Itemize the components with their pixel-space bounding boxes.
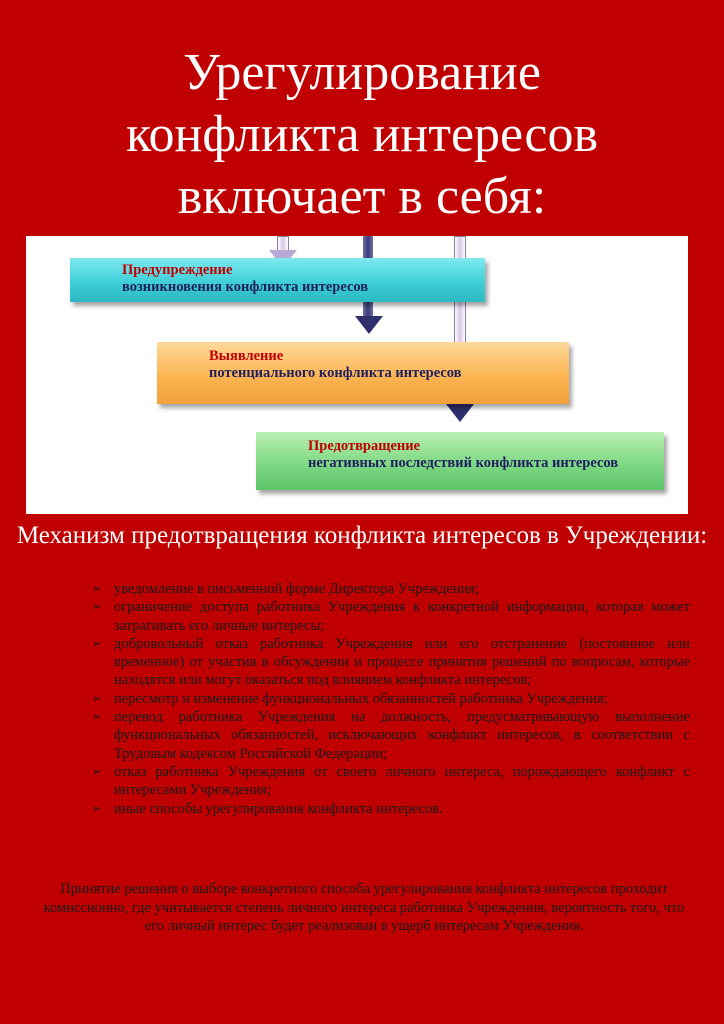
box-head: Выявление (209, 348, 284, 364)
box-body: возникновения конфликта интересов (122, 279, 369, 295)
box-head: Предупреждение (122, 262, 233, 278)
list-item-text: добровольный отказ работника Учреждения или его отстранение (постоянное или временное) от участия в обсуждении и процессе принятия решений по вопросам, которые находятся или могут оказаться под влиянием конфликта интересов; (114, 635, 690, 689)
diagram-box-detection (157, 342, 569, 404)
title-line-2: конфликта интересов (125, 106, 599, 163)
list-item (92, 598, 690, 635)
list-item-text: уведомление в письменной форме Директора Учреждения; (114, 581, 479, 597)
page-title (0, 42, 724, 228)
title-line-1: Урегулирование (183, 44, 541, 101)
list-item (92, 580, 690, 598)
bullet-arrow-icon: ➢ (92, 692, 102, 705)
bullet-arrow-icon: ➢ (92, 711, 102, 724)
list-item (92, 800, 690, 818)
title-line-3: включает в себя: (177, 168, 547, 225)
list-item-text: отказ работника Учреждения от своего личного интереса, порождающего конфликт с интересами Учреждения; (114, 763, 690, 799)
conclusion-paragraph: Принятие решения о выборе конкретного способа урегулирования конфликта интересов проходит комиссионно, где учитывается степень личного интереса работника Учреждения, вероятность того, что его личный интерес будет реализован в ущерб интересам Учреждения. (43, 881, 685, 934)
list-item (92, 690, 690, 708)
box-body: потенциального конфликта интересов (209, 365, 462, 381)
bullet-arrow-icon: ➢ (92, 765, 102, 778)
bullet-arrow-icon: ➢ (92, 601, 102, 614)
arrow-head-long (446, 404, 474, 422)
bullet-arrow-icon: ➢ (92, 637, 102, 650)
diagram-box-prevention (70, 258, 485, 302)
list-item-text: иные способы урегулирования конфликта интересов. (114, 800, 443, 817)
box-head: Предотвращение (308, 438, 421, 454)
box-body: негативных последствий конфликта интересов (308, 455, 619, 471)
list-item (92, 635, 690, 690)
list-item (92, 708, 690, 763)
mechanism-subtitle: Механизм предотвращения конфликта интересов в Учреждении: (16, 522, 708, 549)
list-item (92, 763, 690, 800)
list-item-text: ограничение доступа работника Учреждения к конкретной информации, которая может затрагивать его личные интересы; (114, 599, 690, 634)
arrow-head-middle (355, 316, 383, 334)
diagram-box-averting (256, 432, 664, 490)
list-item-text: перевод работника Учреждения на должность, предусматривающую выполнение функциональных обязанностей, исключающих конфликт интересов, в соответствии с Трудовым кодексом Российской Федерации; (114, 709, 690, 762)
regulation-diagram (26, 236, 688, 514)
mechanism-list (92, 580, 690, 818)
bullet-arrow-icon: ➢ (92, 802, 102, 815)
bullet-arrow-icon: ➢ (92, 583, 102, 595)
list-item-text: пересмотр и изменение функциональных обязанностей работника Учреждения; (114, 690, 608, 707)
